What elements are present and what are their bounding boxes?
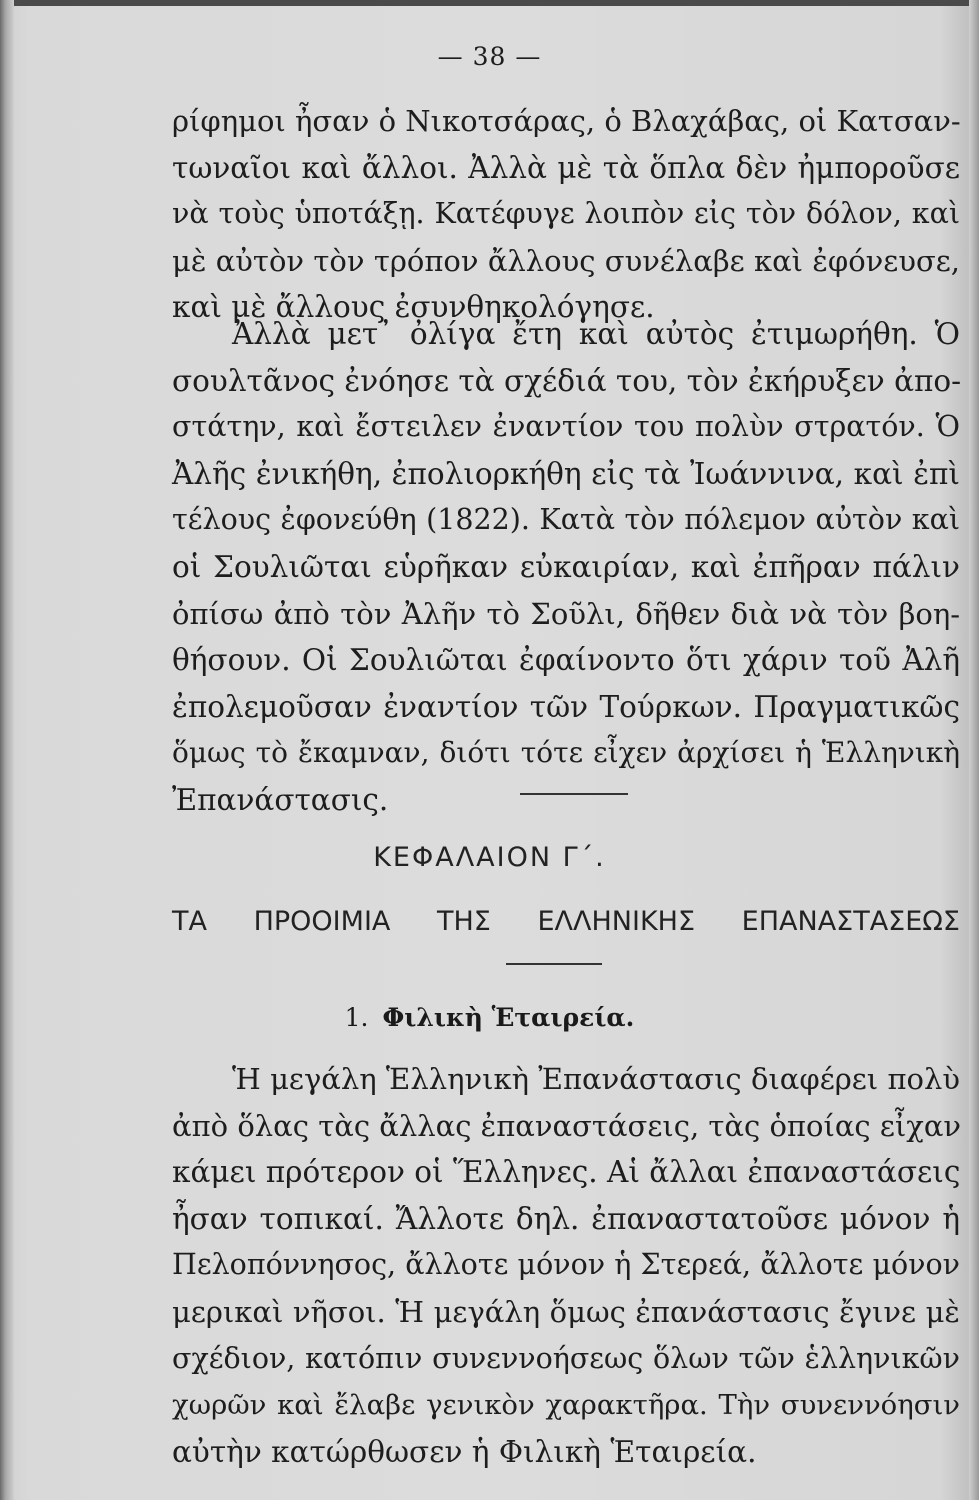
- chapter-heading: ΚΕΦΑΛΑΙΟΝ Γ΄.: [373, 842, 606, 873]
- paragraph-2: [172, 311, 960, 824]
- divider-rule: [506, 963, 602, 965]
- text-line: τωναῖοι καὶ ἄλλοι. Ἀλλὰ μὲ τὰ ὅπλα δὲν ἠμποροῦσε: [172, 150, 960, 185]
- text-line: Ἐπανάστασις.: [172, 782, 389, 817]
- text-line: ρίφημοι ἦσαν ὁ Νικοτσάρας, ὁ Βλαχάβας, οἱ Κατσαν-: [172, 104, 961, 138]
- chapter-title: ΤΑ ΠΡΟΟΙΜΙΑ ΤΗΣ ΕΛΛΗΝΙΚΗΣ ΕΠΑΝΑΣΤΑΣΕΩΣ: [172, 906, 960, 937]
- divider-rule: [520, 793, 628, 795]
- paragraph-1: [172, 98, 960, 331]
- page-top-edge: [0, 0, 979, 6]
- page-left-edge: [0, 0, 14, 1500]
- text-line: οἱ Σουλιῶται εὑρῆκαν εὐκαιρίαν, καὶ ἐπῆραν πάλιν: [172, 549, 960, 584]
- text-line: μερικαὶ νῆσοι. Ἡ μεγάλη ὅμως ἐπανάστασις ἔγινε μὲ: [172, 1294, 960, 1329]
- text-line: ἐπολεμοῦσαν ἐναντίον τῶν Τούρκων. Πραγματικῶς: [172, 689, 960, 724]
- paragraph-3: [172, 1056, 960, 1475]
- page-number: — 38 —: [437, 42, 542, 71]
- text-line: ὅμως τὸ ἔκαμναν, διότι τότε εἶχεν ἀρχίσει ἡ Ἑλληνικὴ: [172, 736, 960, 770]
- section-title: Φιλικὴ Ἑταιρεία.: [382, 1003, 635, 1032]
- text-line: Ἀλῆς ἐνικήθη, ἐπολιορκήθη εἰς τὰ Ἰωάννινα, καὶ ἐπὶ: [172, 456, 960, 491]
- text-line: κάμει πρότερον οἱ Ἕλληνες. Αἱ ἄλλαι ἐπαναστάσεις: [172, 1155, 961, 1190]
- text-line: ἀπὸ ὅλας τὰς ἄλλας ἐπαναστάσεις, τὰς ὁποίας εἶχαν: [172, 1108, 962, 1143]
- text-line: Ἀλλὰ μετ᾽ ὀλίγα ἔτη καὶ αὐτὸς ἐτιμωρήθη. Ὁ: [232, 317, 960, 351]
- text-line: ὀπίσω ἀπὸ τὸν Ἀλῆν τὸ Σοῦλι, δῆθεν διὰ νὰ τὸν βοη-: [172, 596, 960, 631]
- text-line: σουλτᾶνος ἐνόησε τὰ σχέδιά του, τὸν ἐκήρυξεν ἀπο-: [172, 363, 962, 398]
- page-right-edge: [969, 0, 979, 1500]
- section-number: 1.: [344, 1003, 369, 1032]
- text-line: Πελοπόννησος, ἄλλοτε μόνον ἡ Στερεά, ἄλλοτε μόνον: [172, 1248, 960, 1282]
- text-line: χωρῶν καὶ ἔλαβε γενικὸν χαρακτῆρα. Τὴν συνεννόησιν: [172, 1389, 960, 1422]
- text-line: Ἡ μεγάλη Ἑλληνικὴ Ἐπανάστασις διαφέρει πολὺ: [232, 1062, 960, 1096]
- text-line: στάτην, καὶ ἔστειλεν ἐναντίον του πολὺν στρατόν. Ὁ: [172, 410, 960, 444]
- text-line: θήσουν. Οἱ Σουλιῶται ἐφαίνοντο ὅτι χάριν τοῦ Ἀλῆ: [172, 643, 960, 678]
- text-line: τέλους ἐφονεύθη (1822). Κατὰ τὸν πόλεμον αὐτὸν καὶ: [172, 503, 960, 537]
- text-line: νὰ τοὺς ὑποτάξῃ. Κατέφυγε λοιπὸν εἰς τὸν δόλον, καὶ: [172, 197, 960, 231]
- text-line: σχέδιον, κατόπιν συνεννοήσεως ὅλων τῶν ἑλληνικῶν: [172, 1341, 960, 1375]
- text-line: μὲ αὐτὸν τὸν τρόπον ἄλλους συνέλαβε καὶ ἐφόνευσε,: [172, 243, 960, 278]
- section-heading: [0, 1003, 979, 1032]
- text-line: ἦσαν τοπικαί. Ἄλλοτε δηλ. ἐπαναστατοῦσε μόνον ἡ: [172, 1201, 960, 1236]
- text-line: καὶ μὲ ἄλλους ἐσυνθηκολόγησε.: [172, 290, 655, 325]
- text-line: αὐτὴν κατώρθωσεν ἡ Φιλικὴ Ἑταιρεία.: [172, 1434, 757, 1469]
